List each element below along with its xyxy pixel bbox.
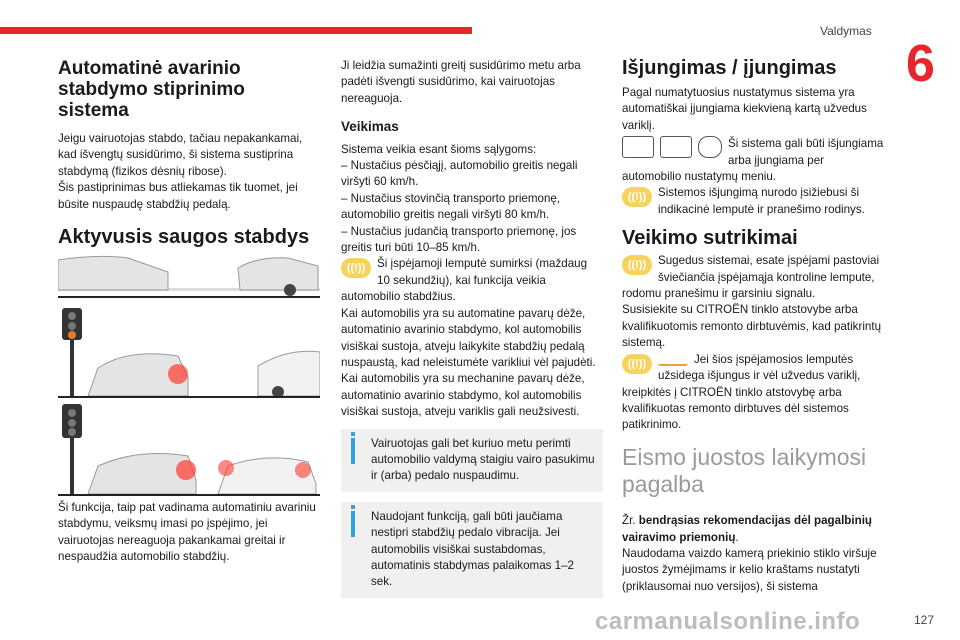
paragraph: Naudodama vaizdo kamerą priekinio stiklo viršuje juostos žymėjimams ir kelio kraštams nustatyti (priklausomai nuo versijos), ši sistema	[622, 546, 877, 593]
section-title: Valdymas	[820, 24, 872, 38]
page-number: 127	[914, 613, 935, 627]
heading-operation: Veikimas	[341, 119, 399, 135]
paragraph: Ši sistema gali būti išjungiama arba įjungiama per automobilio nustatymų meniu.	[622, 137, 884, 184]
paragraph: Sugedus sistemai, esate įspėjami pastoviai šviečiančia įspėjamąja kontroline lempute, rodomu pranešimu ir garsiniu signalu.	[622, 254, 880, 301]
column-middle	[341, 58, 603, 598]
service-wrench-icon	[658, 352, 688, 366]
car-icon	[698, 136, 722, 158]
column-right	[622, 58, 884, 595]
header-accent-bar	[0, 27, 472, 34]
list-item: – Nustačius pėsčiąjį, automobilio greitis negali viršyti 60 km/h.	[341, 159, 578, 189]
paragraph: Kai automobilis yra su mechanine pavarų dėže, automatinio avarinio stabdymo, kol automobilis visiškai sustoja, atveju variklis gali neužsivesti.	[341, 372, 585, 419]
heading-active-safety-brake: Aktyvusis saugos stabdys	[58, 226, 310, 249]
paragraph: Jeigu vairuotojas stabdo, tačiau nepakankamai, kad išvengtų susidūrimo, ši sistema sustiprina stabdymą (fizikos dėsnių ribose).	[58, 132, 303, 178]
paragraph: Kai automobilis yra su automatine pavarų dėže, automatinio avarinio stabdymo, kol automobilis visiškai sustoja, atveju laikykite stabdžių pedalą nuspaustą, kad neleistumėte varikliui vėl pajudėti.	[341, 306, 596, 369]
paragraph: Šis pastiprinimas bus atliekamas tik tuomet, jei būsite nuspaudę stabdžių pedalą.	[58, 181, 298, 211]
info-icon	[351, 511, 355, 537]
paragraph: Susisiekite su CITROËN tinklo atstovybe arba kvalifikuotomis remonto dirbtuvėmis, kad patikrintų sistemą.	[622, 303, 882, 350]
column-left-bottom	[58, 500, 320, 566]
paragraph: Sistemos išjungimą nurodo įsižiebusi ši indikacinė lemputė ir pranešimo rodinys.	[658, 186, 865, 216]
heading-aebs-boost: Automatinė avarinio stabdymo stiprinimo sistema	[58, 58, 245, 121]
paragraph: Ji leidžia sumažinti greitį susidūrimo metu arba padėti išvengti susidūrimo, kai vairuotojas nereaguoja.	[341, 59, 581, 105]
warning-lamp-icon: ((!))	[622, 187, 652, 207]
paragraph: Ši funkcija, taip pat vadinama automatiniu avariniu stabdymu, veiksmų imasi po įspėjimo, jei vairuotojas nereaguoja pakankamai greitai ir nespaudžia automobilio stabdžių.	[58, 501, 316, 564]
warning-lamp-icon: ((!))	[622, 354, 652, 374]
info-icon	[351, 438, 355, 464]
paragraph: Ši įspėjamoji lemputė sumirksi (maždaug 10 sekundžių), kai funkcija veikia automobilio stabdžius.	[341, 257, 588, 304]
info-note: Naudojant funkciją, gali būti jaučiama nestipri stabdžių pedalo vibracija. Jei automobilis visiškai sustabdomas, automatinis stabdymas palaikomas 1–2 sek.	[341, 502, 603, 598]
paragraph-reference: Žr. bendrąsias rekomendacijas dėl pagalbinių vairavimo priemonių.	[622, 514, 872, 544]
column-left	[58, 58, 320, 248]
warning-lamp-icon: ((!))	[622, 255, 652, 275]
info-note: Vairuotojas gali bet kuriuo metu perimti automobilio valdymą staigiu vairo pasukimu ir (arba) pedalo nuspaudimu.	[341, 429, 603, 492]
paragraph: Sistema veikia esant šioms sąlygoms:	[341, 142, 537, 156]
vehicle-settings-icon	[660, 136, 692, 158]
illustration-traffic-light-braking	[58, 404, 320, 496]
watermark: carmanualsonline.info	[595, 608, 861, 635]
paragraph: Jei šios įspėjamosios lemputės užsidega išjungus ir vėl užvedus variklį, kreipkitės į CITROËN tinklo atstovybę arba kvalifikuotas remonto dirbtuves dėl sistemos patikrinimo.	[622, 352, 861, 432]
illustration-car-follow	[58, 246, 320, 298]
heading-on-off: Išjungimas / įjungimas	[622, 57, 837, 79]
warning-lamp-icon: ((!))	[341, 258, 371, 278]
heading-lane-keeping: Eismo juostos laikymosi pagalba	[622, 443, 867, 497]
touchscreen-menu-icon	[622, 136, 654, 158]
heading-malfunctions: Veikimo sutrikimai	[622, 227, 798, 250]
list-item: – Nustačius judančią transporto priemonę, jos greitis turi būti 10–85 km/h.	[341, 224, 577, 255]
list-item: – Nustačius stovinčią transporto priemonę, automobilio greitis negali viršyti 80 km/h.	[341, 191, 561, 222]
paragraph: Pagal numatytuosius nustatymus sistema yra automatiškai įjungiama kiekvieną kartą užvedus variklį.	[622, 86, 867, 132]
chapter-number: 6	[906, 35, 935, 93]
illustration-obstacle-stopped-car	[58, 308, 320, 398]
